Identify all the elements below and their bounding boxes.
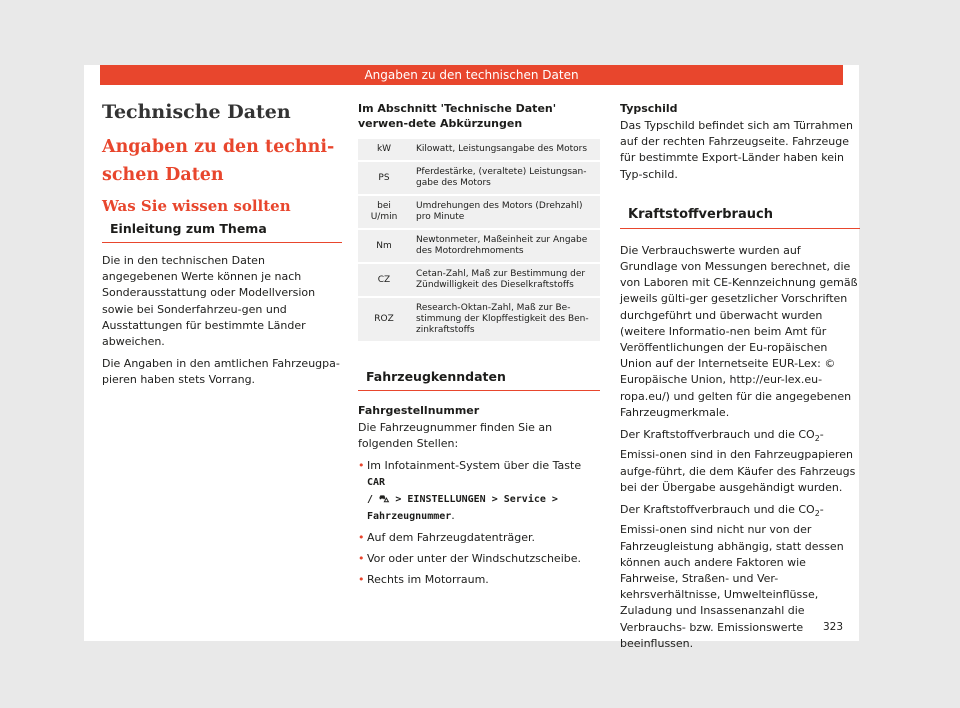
- abbreviation-meaning: Umdrehungen des Motors (Drehzahl) pro Minute: [410, 196, 600, 228]
- bullet-text: Rechts im Motorraum.: [367, 573, 489, 587]
- text-part: Der Kraftstoffverbrauch und die CO: [620, 503, 815, 517]
- abbreviation-meaning: Pferdestärke, (veraltete) Leistungsan-gabe des Motors: [410, 162, 600, 194]
- subscript: 2: [814, 434, 820, 444]
- chapter-header: Angaben zu den technischen Daten: [100, 65, 843, 85]
- bullet-icon: •: [358, 531, 365, 545]
- table-row: [358, 139, 600, 160]
- page-title: Technische Daten: [102, 101, 291, 123]
- typschild-text: Das Typschild befindet sich am Türrahmen auf der rechten Fahrzeugseite. Fahrzeuge für bestimmte Export-Länder haben kein Typ-schild.: [620, 119, 853, 181]
- bullet-text: Vor oder unter der Windschutzscheibe.: [367, 552, 582, 566]
- list-item: [358, 551, 600, 567]
- list-item: [358, 458, 600, 525]
- table-row: [358, 162, 600, 194]
- chapter-title-line1: Angaben zu den techni-: [102, 137, 335, 157]
- column-right: [620, 101, 860, 658]
- document-page: [84, 65, 859, 650]
- intro-paragraph-1: Die in den technischen Daten angegebenen Werte können je nach Sonderausstattung oder Modellversion sowie bei Sonderfahrzeu-gen und Ausstattungen für bestimmte Länder abweichen.: [102, 254, 316, 349]
- list-item: [358, 572, 600, 588]
- page-number: 323: [822, 621, 843, 633]
- abbreviation-key: bei U/min: [358, 196, 410, 228]
- list-item: [358, 530, 600, 546]
- abbreviation-meaning: Kilowatt, Leistungsangabe des Motors: [410, 139, 600, 160]
- section-kraftstoffverbrauch: Kraftstoffverbrauch: [620, 207, 860, 229]
- table-row: [358, 230, 600, 262]
- chapter-title: [102, 133, 342, 189]
- text-part: Der Kraftstoffverbrauch und die CO: [620, 428, 815, 442]
- abbreviation-meaning: Newtonmeter, Maßeinheit zur Angabe des Motordrehmoments: [410, 230, 600, 262]
- abbreviation-meaning: Research-Oktan-Zahl, Maß zur Be-stimmung der Klopffestigkeit des Ben-zinkraftstoffs: [410, 298, 600, 341]
- topic-heading: Einleitung zum Thema: [102, 221, 342, 243]
- bullet-icon: •: [358, 552, 365, 566]
- abbreviation-key: PS: [358, 162, 410, 194]
- vin-heading: Fahrgestellnummer: [358, 404, 480, 417]
- section-fahrzeugkenndaten: Fahrzeugkenndaten: [358, 369, 600, 391]
- typschild-heading: Typschild: [620, 102, 678, 115]
- consumption-paragraph-1: Die Verbrauchswerte wurden auf Grundlage von Messungen berechnet, die von Laboren mit CE-Kennzeichnung gemäß jeweils gülti-ger gesetzlicher Vorschriften durchgeführt und überwacht wurden (weitere Informatio-nen beim Amt für Veröffentlichungen der Eu-ropäischen Union auf der Internetseite EUR-Lex: © Europäische Union, http://eur-lex.eu-ropa.eu/) und gelten für die angegebenen Fahrzeugmerkmale.: [620, 243, 858, 419]
- table-row: [358, 196, 600, 228]
- table-row: [358, 298, 600, 341]
- abbreviations-heading: Im Abschnitt 'Technische Daten' verwen-dete Abkürzungen: [358, 102, 557, 130]
- column-left: [102, 101, 342, 395]
- abbreviation-meaning: Cetan-Zahl, Maß zur Bestimmung der Zündwilligkeit des Dieselkraftstoffs: [410, 264, 600, 296]
- car-button-label: CAR: [367, 477, 386, 489]
- consumption-paragraph-2: [620, 427, 860, 496]
- bullet-text: Im Infotainment-System über die Taste: [367, 459, 582, 473]
- table-row: [358, 264, 600, 296]
- bullet-icon: •: [358, 459, 365, 473]
- column-middle: [358, 101, 600, 593]
- abbreviation-key: CZ: [358, 264, 410, 296]
- bullet-end: .: [451, 509, 455, 523]
- abbreviation-key: Nm: [358, 230, 410, 262]
- vin-locations-list: [358, 458, 600, 588]
- intro-paragraph-2: Die Angaben in den amtlichen Fahrzeugpa-pieren haben stets Vorrang.: [102, 357, 340, 387]
- subscript: 2: [814, 509, 820, 519]
- section-title: Was Sie wissen sollten: [102, 197, 291, 215]
- abbreviations-table: [358, 137, 600, 343]
- bullet-text: Auf dem Fahrzeugdatenträger.: [367, 531, 535, 545]
- chapter-title-line2: schen Daten: [102, 165, 224, 185]
- menu-path: / ⛍ > EINSTELLUNGEN > Service > Fahrzeugnummer: [367, 494, 558, 523]
- abbreviation-key: kW: [358, 139, 410, 160]
- abbreviation-key: ROZ: [358, 298, 410, 341]
- text-part: -Emissi-onen sind nicht nur von der Fahrzeugleistung abhängig, statt dessen können auch andere Faktoren wie Fahrweise, Straßen- und Ver-kehrsverhältnisse, Umwelteinflüsse, Zuladung und Insassenanzahl die Verbrauchs- bzw. Emissionswerte beeinflussen.: [620, 503, 844, 650]
- text-part: -Emissi-onen sind in den Fahrzeugpapieren aufge-führt, die dem Käufer des Fahrzeugs bei der Übergabe ausgehändigt wurden.: [620, 428, 856, 494]
- bullet-icon: •: [358, 573, 365, 587]
- vin-text: Die Fahrzeugnummer finden Sie an folgenden Stellen:: [358, 421, 553, 451]
